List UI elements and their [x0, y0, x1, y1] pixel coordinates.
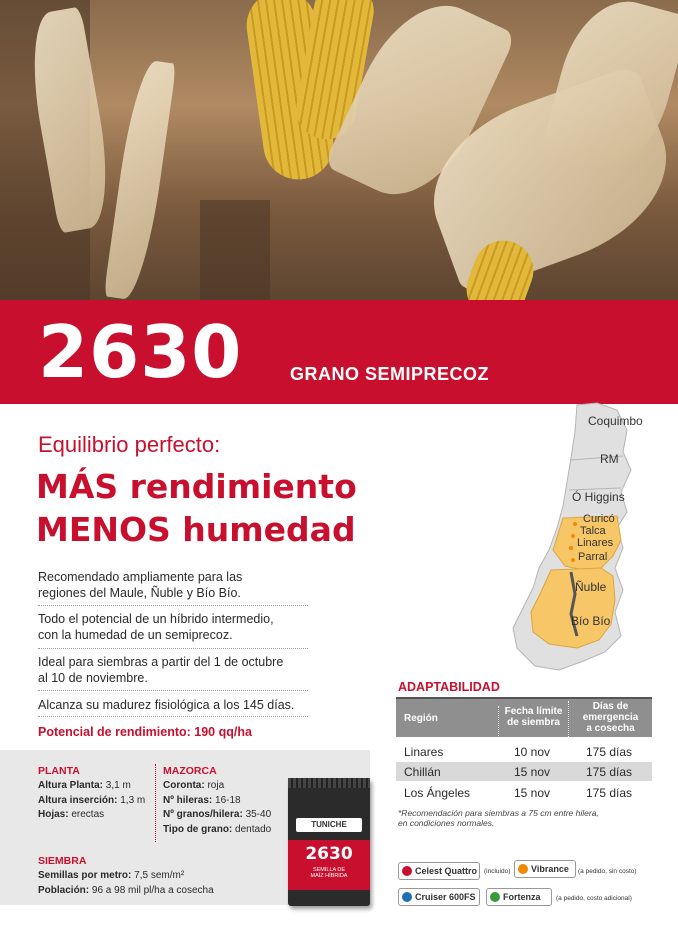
fortenza-icon [490, 892, 500, 902]
divider [38, 716, 308, 717]
hero-corn-image [0, 0, 678, 300]
vibrance-icon [518, 864, 528, 874]
feature-1: Recomendado ampliamente para las regiones del Maule, Ñuble y Bío Bío. [38, 570, 243, 600]
spec-row: Coronta: roja [163, 780, 225, 791]
city-linares: Linares [577, 537, 614, 549]
table-row: Los Ángeles 15 nov 175 días [396, 783, 652, 802]
spec-row: Población: 96 a 98 mil pl/ha a cosecha [38, 885, 214, 896]
region-biobio: Bío Bío [571, 614, 611, 628]
spec-row: Altura Planta: 3,1 m [38, 780, 131, 791]
divider [38, 648, 308, 649]
product-band [0, 300, 678, 404]
product-type: GRANO SEMIPRECOZ [290, 364, 490, 384]
spec-row: Tipo de grano: dentado [163, 824, 272, 835]
product-number: 2630 [38, 310, 243, 394]
region-coquimbo: Coquimbo [588, 414, 643, 428]
spec-row: Hojas: erectas [38, 809, 105, 820]
treatment-vibrance: Vibrance [514, 860, 576, 878]
celest-icon [402, 866, 412, 876]
adaptability-table-header: Región Fecha límite de siembra Días de emergencia a cosecha [396, 697, 652, 737]
divider [38, 605, 308, 606]
feature-4: Alcanza su madurez fisiológica a los 145 días. [38, 698, 295, 712]
spec-row: Semillas por metro: 7,5 sem/m² [38, 870, 185, 881]
table-row: Chillán 15 nov 175 días [396, 762, 652, 781]
siembra-title: SIEMBRA [38, 855, 87, 867]
planta-title: PLANTA [38, 765, 80, 777]
yield-potential: Potencial de rendimiento: 190 qq/ha [38, 725, 252, 739]
adaptability-title: ADAPTABILIDAD [398, 680, 500, 694]
spec-row: Nº granos/hilera: 35-40 [163, 809, 272, 820]
feature-3: Ideal para siembras a partir del 1 de octubre al 10 de noviembre. [38, 655, 284, 685]
headline-more-yield: MÁS rendimiento [36, 467, 357, 506]
treatment-fortenza: Fortenza [486, 888, 552, 906]
spec-row: Nº hileras: 16-18 [163, 795, 241, 806]
adaptability-note: *Recomendación para siembras a 75 cm entre hilera, en condiciones normales. [398, 808, 599, 828]
tagline: Equilibrio perfecto: [38, 432, 221, 457]
seed-bag-image: TUNICHE 2630 SEMILLA DE MAÍZ HÍBRIDA [288, 778, 370, 906]
specs-divider [155, 764, 156, 842]
table-row: Linares 10 nov 175 días [396, 742, 652, 761]
mazorca-title: MAZORCA [163, 765, 217, 777]
treatment-cruiser: Cruiser 600FS [398, 888, 480, 906]
feature-2: Todo el potencial de un híbrido intermedio, con la humedad de un semiprecoz. [38, 612, 274, 642]
region-ohiggins: Ó Higgins [572, 490, 625, 504]
tuniche-logo: TUNICHE [296, 818, 362, 832]
city-talca: Talca [580, 525, 606, 537]
treatment-celest: Celest Quattro [398, 862, 480, 880]
region-nuble: Ñuble [575, 580, 607, 594]
spec-row: Altura inserción: 1,3 m [38, 795, 146, 806]
divider [38, 690, 308, 691]
city-parral: Parral [578, 551, 608, 563]
region-rm: RM [600, 452, 619, 466]
headline-less-humidity: MENOS humedad [36, 510, 356, 549]
city-curico: Curicó [583, 513, 615, 525]
cruiser-icon [402, 892, 412, 902]
